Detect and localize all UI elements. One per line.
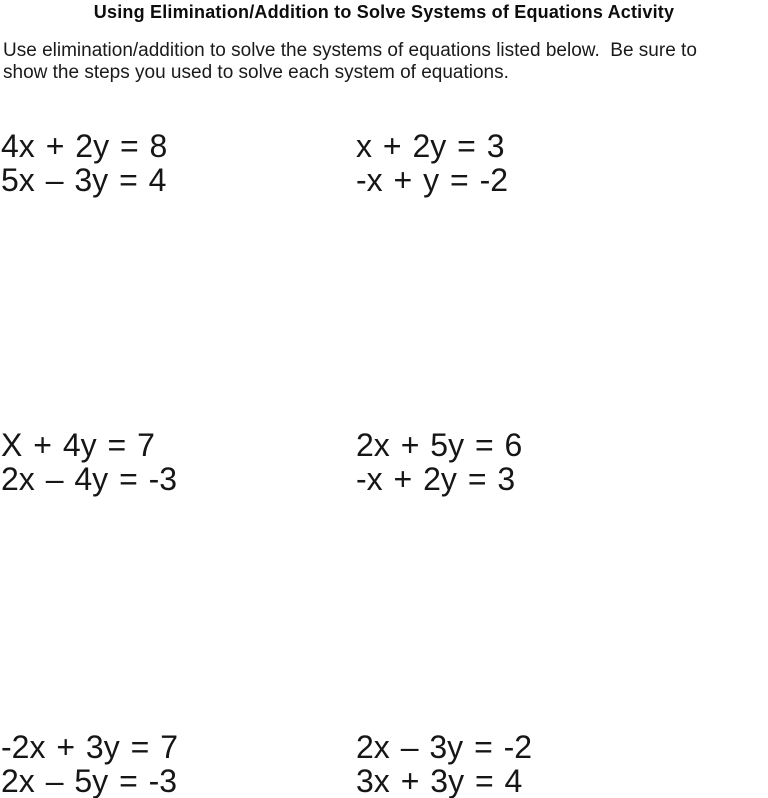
- equation-line: X + 4y = 7: [1, 427, 155, 463]
- instructions-paragraph: [3, 40, 768, 84]
- system-4-right: [356, 428, 522, 496]
- equation-line: 5x – 3y = 4: [1, 162, 167, 198]
- equation-line: 4x + 2y = 8: [1, 128, 168, 164]
- equation-line: x + 2y = 3: [356, 128, 505, 164]
- system-5-left: [1, 730, 178, 798]
- system-6-right: [356, 730, 532, 798]
- equation-line: -x + y = -2: [356, 162, 509, 198]
- equation-line: 2x – 4y = -3: [1, 461, 178, 497]
- equation-line: 2x – 3y = -2: [356, 729, 533, 765]
- instructions-line-1: Use elimination/addition to solve the systems of equations listed below. Be sure to: [3, 40, 697, 61]
- system-3-left: [1, 428, 177, 496]
- equation-line: 2x + 5y = 6: [356, 427, 523, 463]
- equation-line: 3x + 3y = 4: [356, 763, 523, 798]
- system-2-right: [356, 129, 508, 197]
- equation-line: 2x – 5y = -3: [1, 763, 178, 798]
- system-1-left: [1, 129, 167, 197]
- worksheet-title: Using Elimination/Addition to Solve Systems of Equations Activity: [93, 2, 675, 22]
- equation-line: -2x + 3y = 7: [1, 729, 178, 765]
- instructions-line-2: show the steps you used to solve each system of equations.: [3, 62, 509, 83]
- equation-line: -x + 2y = 3: [356, 461, 516, 497]
